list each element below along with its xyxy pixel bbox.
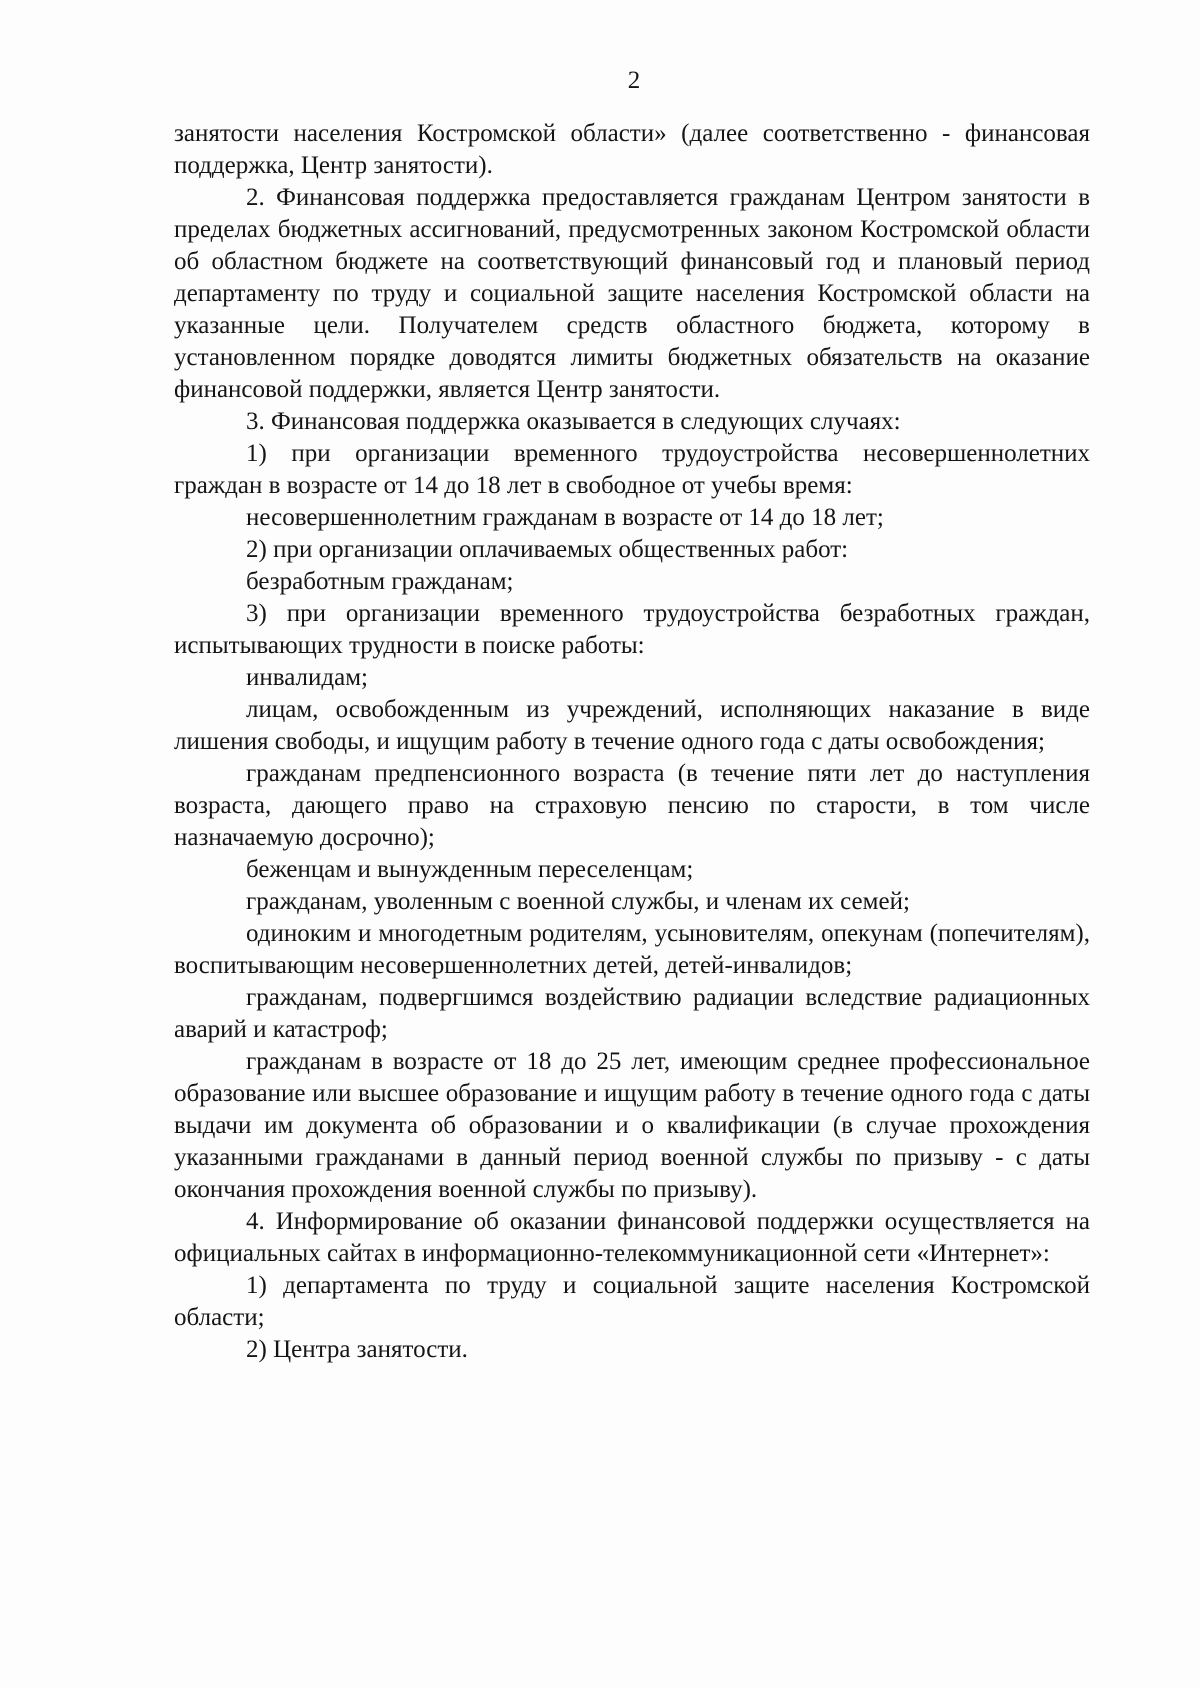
list-subitem-single-parents: одиноким и многодетным родителям, усыновителям, опекунам (попечителям), воспитывающим несовершеннолетних детей, детей-инвалидов; (174, 920, 1090, 979)
list-subitem-military-dismissed: гражданам, уволенным с военной службы, и членам их семей; (246, 888, 910, 915)
list-subitem-young-graduates: гражданам в возрасте от 18 до 25 лет, имеющим среднее профессиональное образование или высшее образование и ищущим работу в течение одного года с даты выдачи им документа об образовании и о квалификации (в случае прохождения указанными гражданами в данный период военной службы по призыву - с даты окончания прохождения военной службы по призыву). (174, 1048, 1090, 1203)
list-subitem-minors: несовершеннолетним гражданам в возрасте от 14 до 18 лет; (246, 504, 884, 531)
list-item-2-public-works: 2) при организации оплачиваемых общественных работ: (246, 536, 849, 563)
list-item-3-temporary-employment: 3) при организации временного трудоустройства безработных граждан, испытывающих трудности в поиске работы: (174, 600, 1090, 659)
paragraph-intro-continuation: занятости населения Костромской области» (далее соответственно - финансовая поддержка, Центр занятости). (174, 120, 1090, 179)
list-subitem-disabled: инвалидам; (246, 664, 368, 691)
list-subitem-refugees: беженцам и вынужденным переселенцам; (246, 856, 694, 883)
list-item-1-minors: 1) при организации временного трудоустройства несовершеннолетних граждан в возрасте от 14 до 18 лет в свободное от учебы время: (174, 440, 1090, 499)
paragraph-4-information: 4. Информирование об оказании финансовой поддержки осуществляется на официальных сайтах в информационно-телекоммуникационной сети «Интернет»: (174, 1208, 1090, 1267)
page-number: 2 (627, 67, 641, 94)
list-item-department: 1) департамента по труду и социальной защите населения Костромской области; (174, 1272, 1090, 1331)
document-body (174, 118, 1090, 1366)
list-subitem-unemployed: безработным гражданам; (246, 568, 514, 595)
list-item-employment-center: 2) Центра занятости. (246, 1336, 468, 1363)
paragraph-3-cases: 3. Финансовая поддержка оказывается в следующих случаях: (246, 408, 901, 435)
list-subitem-pre-retirement: гражданам предпенсионного возраста (в течение пяти лет до наступления возраста, дающего право на страховую пенсию по старости, в том числе назначаемую досрочно); (174, 760, 1090, 851)
list-subitem-released-persons: лицам, освобожденным из учреждений, исполняющих наказание в виде лишения свободы, и ищущим работу в течение одного года с даты освобождения; (174, 696, 1090, 755)
paragraph-2-financing: 2. Финансовая поддержка предоставляется гражданам Центром занятости в пределах бюджетных ассигнований, предусмотренных законом Костромской области об областном бюджете на соответствующий финансовый год и плановый период департаменту по труду и социальной защите населения Костромской области на указанные цели. Получателем средств областного бюджета, которому в установленном порядке доводятся лимиты бюджетных обязательств на оказание финансовой поддержки, является Центр занятости. (174, 184, 1090, 403)
list-subitem-radiation: гражданам, подвергшимся воздействию радиации вследствие радиационных аварий и катастроф; (174, 984, 1090, 1043)
